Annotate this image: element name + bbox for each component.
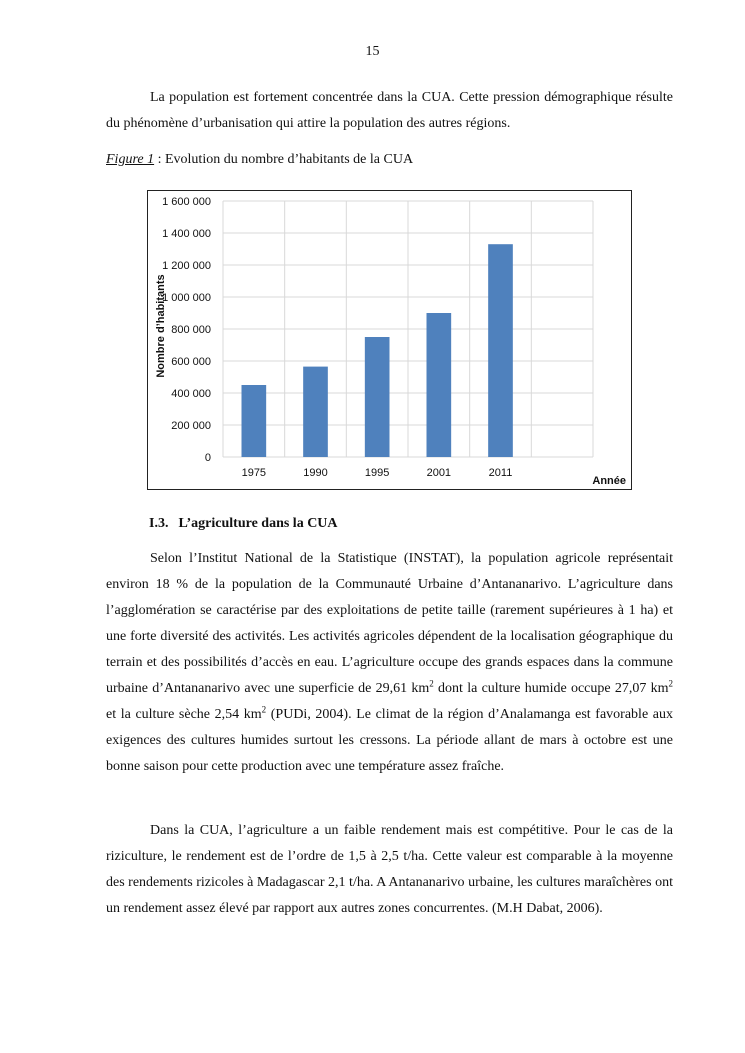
chart-y-tick-label: 1 200 000	[162, 260, 211, 272]
figure-separator: :	[154, 152, 165, 167]
superscript-2: 2	[668, 678, 673, 689]
page-number: 15	[365, 44, 380, 59]
chart-x-tick-label: 2001	[426, 467, 452, 479]
chart-x-tick-label: 2011	[488, 467, 513, 479]
agriculture-text-2: dont la culture humide occupe 27,07 km	[433, 681, 669, 696]
superscript-1: 2	[429, 678, 434, 689]
chart-bar-2001	[427, 313, 452, 457]
population-bar-chart	[147, 190, 632, 490]
agriculture-text-4: (PUDi, 2004). Le climat de la région d’Analamanga est favorable aux exigences des cultures humides surtout les cressons. La période allant de mars à octobre est une bonne saison pour cette production avec une température assez fraîche.	[106, 707, 673, 774]
chart-y-tick-label: 0	[204, 452, 211, 464]
chart-canvas	[148, 191, 633, 491]
chart-y-tick-label: 1 600 000	[162, 196, 211, 208]
figure-label: Figure 1	[106, 152, 155, 167]
chart-y-tick-label: 600 000	[171, 356, 211, 368]
section-number: I.3.	[149, 516, 169, 531]
figure-caption	[106, 152, 413, 168]
chart-x-tick-label: 1975	[241, 467, 267, 479]
chart-bar-1995	[365, 337, 390, 457]
chart-x-tick-label: 1995	[364, 467, 390, 479]
chart-bar-2011	[488, 244, 513, 457]
chart-y-tick-label: 1 400 000	[162, 228, 211, 240]
chart-bar-1990	[303, 367, 328, 457]
section-title: L’agriculture dans la CUA	[178, 516, 338, 531]
intro-paragraph: La population est fortement concentrée dans la CUA. Cette pression démographique résulte du phénomène d’urbanisation qui attire la population des autres régions.	[106, 90, 673, 131]
agriculture-paragraph	[106, 546, 673, 780]
agriculture-text-1: Selon l’Institut National de la Statistique (INSTAT), la population agricole représentait environ 18 % de la population de la Communauté Urbaine d’Antananarivo. L’agriculture dans l’agglomération se caractérise par des exploitations de petite taille (rarement supérieures à 1 ha) et une forte diversité des activités. Les activités agricoles dépendent de la localisation géographique du terrain et des possibilités d’accès en eau. L’agriculture occupe des grands espaces dans la commune urbaine d’Antananarivo avec une superficie de 29,61 km	[106, 551, 673, 696]
chart-y-tick-label: 1 000 000	[162, 292, 211, 304]
chart-y-tick-labels	[162, 196, 211, 464]
chart-y-tick-label: 800 000	[171, 324, 211, 336]
figure-title: Evolution du nombre d’habitants de la CUA	[164, 152, 414, 167]
yield-paragraph: Dans la CUA, l’agriculture a un faible rendement mais est compétitive. Pour le cas de la riziculture, le rendement est de l’ordre de 1,5 à 2,5 t/ha. Cette valeur est comparable à la moyenne des rendements rizicoles à Madagascar 2,1 t/ha. A Antananarivo urbaine, les cultures maraîchères ont un rendement assez élevé par rapport aux autres zones concurrentes. (M.H Dabat, 2006).	[106, 823, 673, 916]
chart-x-tick-labels	[242, 467, 513, 479]
chart-xlabel: Année	[592, 475, 626, 487]
chart-x-tick-label: 1990	[303, 467, 328, 479]
chart-ylabel: Nombre d’habitants	[155, 274, 167, 378]
chart-gridlines	[223, 201, 593, 457]
agriculture-text-3: et la culture sèche 2,54 km	[106, 707, 262, 722]
superscript-3: 2	[261, 704, 267, 715]
chart-y-tick-label: 400 000	[171, 388, 211, 400]
chart-y-tick-label: 200 000	[171, 420, 211, 432]
chart-bar-1975	[242, 385, 267, 457]
section-heading	[149, 516, 338, 532]
